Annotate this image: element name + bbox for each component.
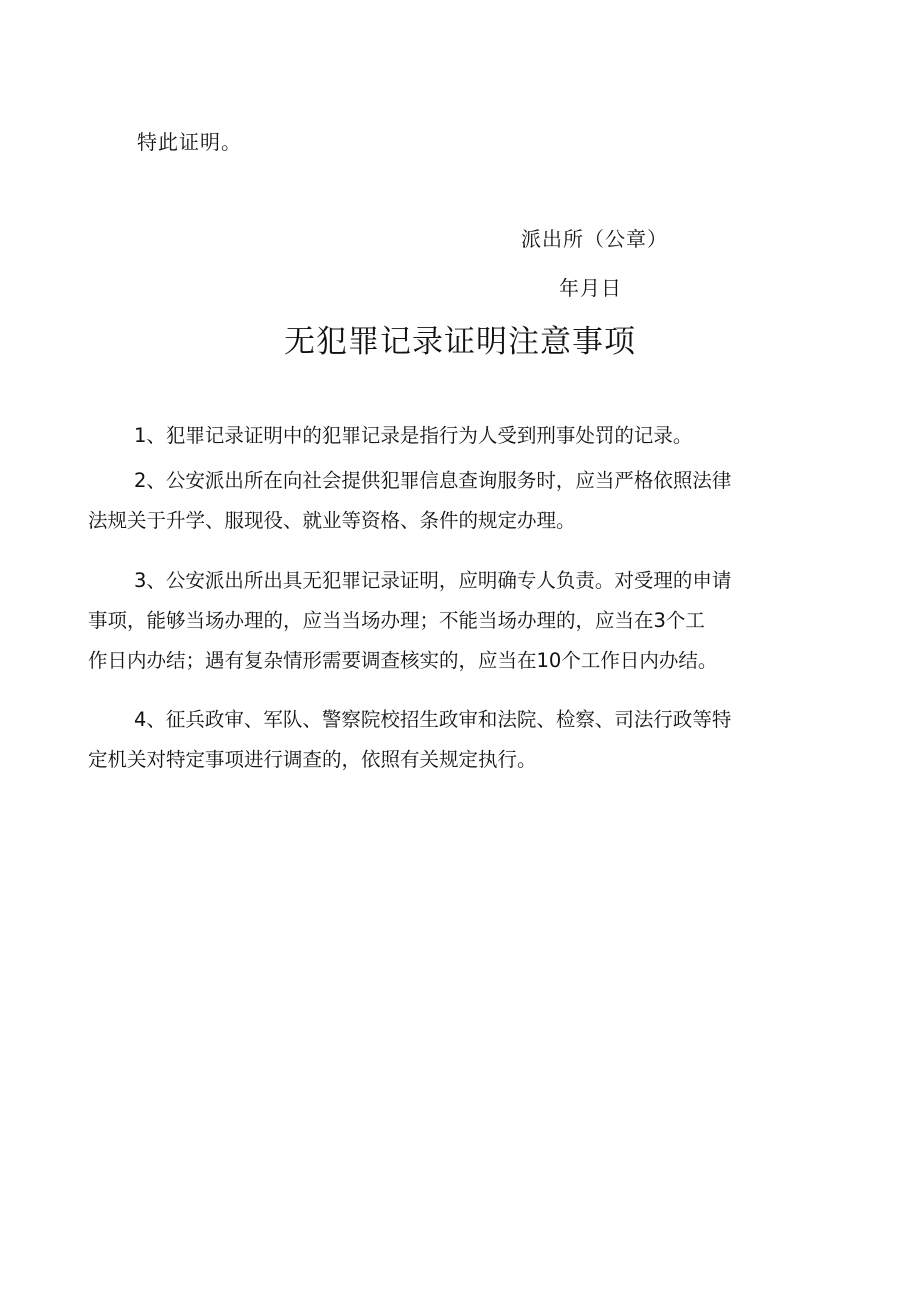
notice-item-3 xyxy=(88,561,848,681)
notice-item-3-line-3: 作日内办结；遇有复杂情形需要调查核实的，应当在10个工作日内办结。 xyxy=(88,649,718,672)
notice-item-2 xyxy=(88,461,848,541)
date-line: 年月日 xyxy=(559,276,622,300)
closing-statement: 特此证明。 xyxy=(137,130,242,154)
notice-item-1-line-1: 1、犯罪记录证明中的犯罪记录是指行为人受到刑事处罚的记录。 xyxy=(134,424,693,447)
notice-item-1 xyxy=(88,416,848,456)
notice-item-2-line-2: 法规关于升学、服现役、就业等资格、条件的规定办理。 xyxy=(88,509,576,532)
notice-item-4-line-1: 4、征兵政审、军队、警察院校招生政审和法院、检察、司法行政等特 xyxy=(134,708,732,731)
notice-item-3-line-2: 事项，能够当场办理的，应当当场办理；不能当场办理的，应当在3个工 xyxy=(88,609,705,632)
police-station-seal: 派出所（公章） xyxy=(521,227,668,251)
notice-item-4 xyxy=(88,700,848,780)
notice-item-2-line-1: 2、公安派出所在向社会提供犯罪信息查询服务时，应当严格依照法律 xyxy=(134,469,732,492)
notice-title: 无犯罪记录证明注意事项 xyxy=(284,324,636,360)
notice-item-3-line-1: 3、公安派出所出具无犯罪记录证明，应明确专人负责。对受理的申请 xyxy=(134,569,732,592)
notice-item-4-line-2: 定机关对特定事项进行调查的，依照有关规定执行。 xyxy=(88,748,537,771)
